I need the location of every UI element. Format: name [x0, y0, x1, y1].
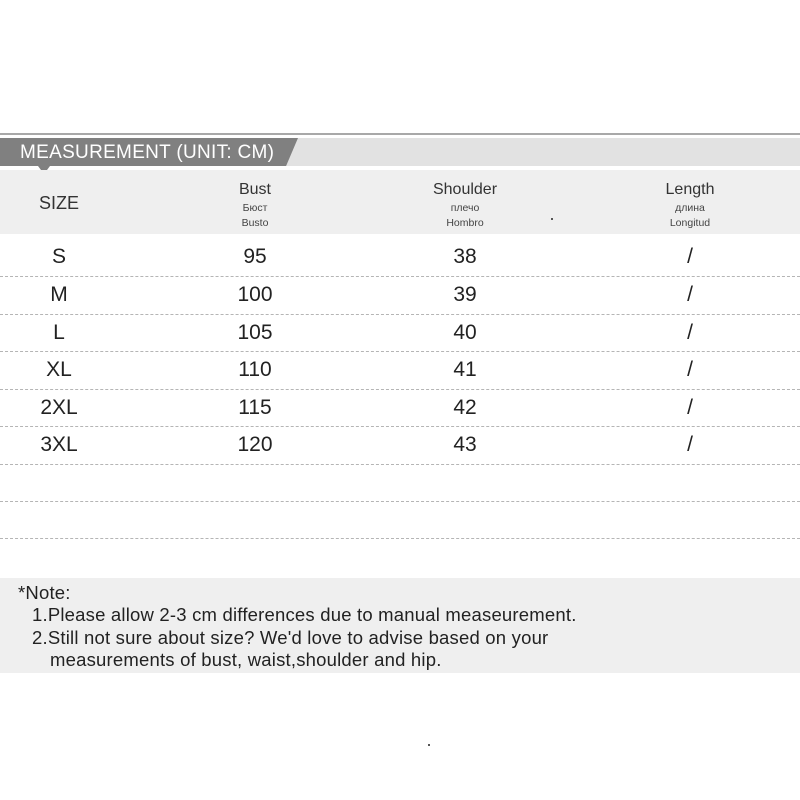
row-divider — [0, 314, 800, 315]
note-heading: *Note: — [18, 582, 71, 603]
row-3xl-shoulder: 43 — [453, 433, 477, 456]
row-3xl-size: 3XL — [40, 433, 78, 456]
row-s-length: / — [687, 245, 693, 268]
header-length-ru: длина — [675, 202, 705, 214]
row-m-bust: 100 — [237, 283, 273, 306]
row-divider — [0, 389, 800, 390]
row-divider — [0, 351, 800, 352]
header-bust-es: Busto — [241, 217, 269, 229]
note-line-2: 2.Still not sure about size? We'd love to advise based on your — [32, 627, 549, 648]
chart-title: MEASUREMENT (UNIT: CM) — [20, 142, 275, 163]
row-m-size: M — [50, 283, 68, 306]
row-3xl-length: / — [687, 433, 693, 456]
row-divider — [0, 426, 800, 427]
row-divider — [0, 538, 800, 539]
row-divider — [0, 276, 800, 277]
header-size: SIZE — [38, 193, 79, 213]
row-l-bust: 105 — [237, 321, 273, 344]
header-length: Length — [665, 181, 715, 198]
row-divider — [0, 464, 800, 465]
row-m-length: / — [687, 283, 693, 306]
row-s-shoulder: 38 — [453, 245, 477, 268]
row-xl-size: XL — [46, 358, 72, 381]
stray-dot — [551, 218, 553, 220]
note-line-3: measurements of bust, waist,shoulder and hip. — [50, 649, 442, 670]
row-xl-shoulder: 41 — [453, 358, 477, 381]
row-2xl-shoulder: 42 — [453, 396, 477, 419]
header-shoulder: Shoulder — [432, 181, 498, 198]
header-length-es: Longitud — [669, 217, 711, 229]
row-2xl-size: 2XL — [40, 396, 78, 419]
row-m-shoulder: 39 — [453, 283, 477, 306]
row-l-length: / — [687, 321, 693, 344]
row-divider — [0, 501, 800, 502]
stray-dot — [428, 744, 430, 746]
row-2xl-bust: 115 — [238, 396, 272, 419]
header-bust: Bust — [238, 181, 271, 198]
row-s-size: S — [51, 245, 66, 268]
row-xl-length: / — [687, 358, 693, 381]
row-3xl-bust: 120 — [237, 433, 273, 456]
header-bust-ru: Бюст — [242, 202, 268, 214]
row-xl-bust: 110 — [238, 358, 272, 381]
row-s-bust: 95 — [243, 245, 267, 268]
note-line-1: 1.Please allow 2-3 cm differences due to manual measeurement. — [32, 604, 577, 625]
row-l-shoulder: 40 — [453, 321, 477, 344]
top-divider — [0, 133, 800, 135]
header-shoulder-ru: плечо — [450, 202, 480, 214]
row-l-size: L — [53, 321, 65, 344]
header-shoulder-es: Hombro — [446, 217, 484, 229]
row-2xl-length: / — [687, 396, 693, 419]
